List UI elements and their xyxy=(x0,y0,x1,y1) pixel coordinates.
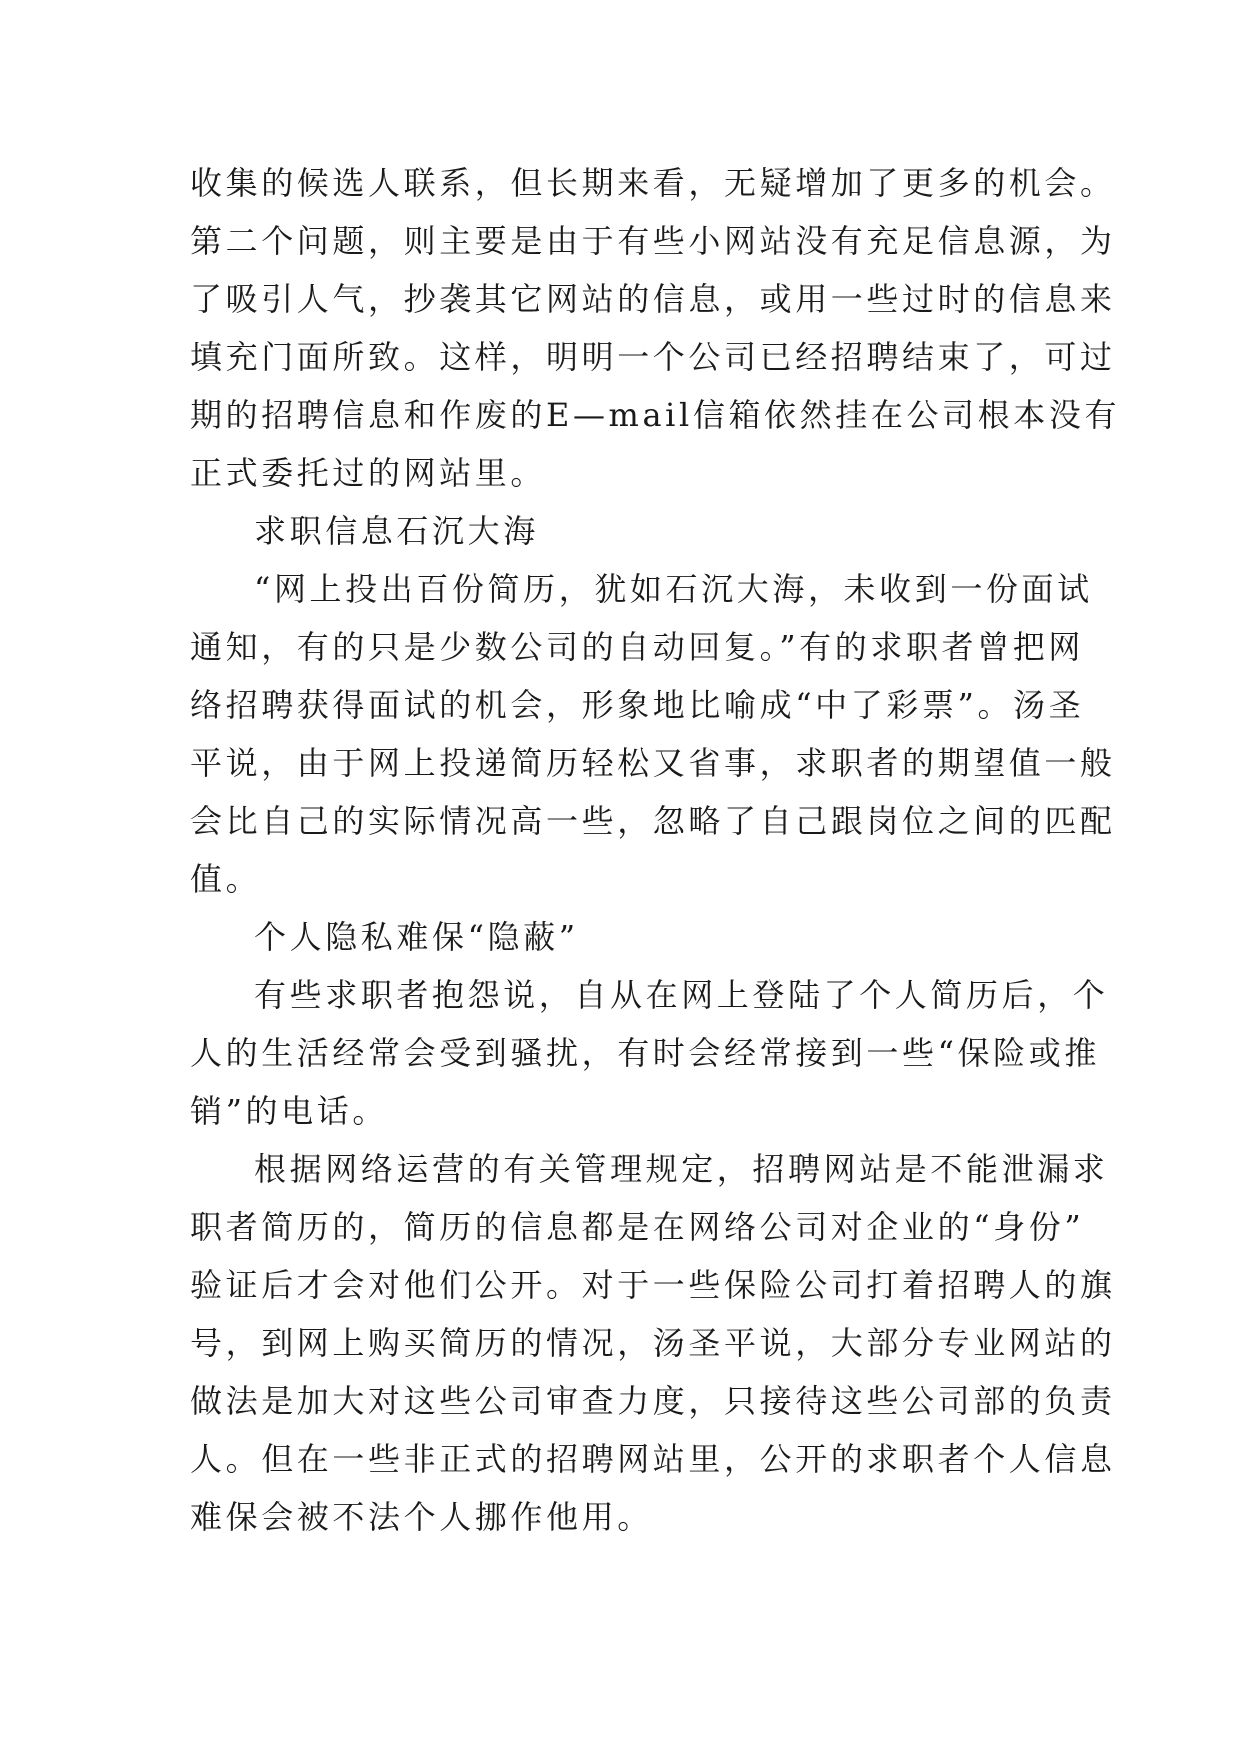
text-line: 验证后才会对他们公开。对于一些保险公司打着招聘人的旗 xyxy=(190,1266,1116,1304)
text-line: 难保会被不法个人挪作他用。 xyxy=(190,1498,653,1536)
section-heading: 求职信息石沉大海 xyxy=(254,512,539,550)
text-line: 号，到网上购买简历的情况，汤圣平说，大部分专业网站的 xyxy=(190,1324,1116,1362)
text-line: 人的生活经常会受到骚扰，有时会经常接到一些“保险或推 xyxy=(190,1034,1100,1072)
text-line: 销”的电话。 xyxy=(190,1092,388,1130)
text-line: 络招聘获得面试的机会，形象地比喻成“中了彩票”。汤圣 xyxy=(190,686,1085,724)
text-line: 人。但在一些非正式的招聘网站里，公开的求职者个人信息 xyxy=(190,1440,1116,1478)
text-line: 平说，由于网上投递简历轻松又省事，求职者的期望值一般 xyxy=(190,744,1116,782)
document-body xyxy=(190,154,1121,1546)
text-line: 第二个问题，则主要是由于有些小网站没有充足信息源，为 xyxy=(190,222,1116,260)
text-line: 有些求职者抱怨说，自从在网上登陆了个人简历后，个 xyxy=(254,976,1109,1014)
text-line: 会比自己的实际情况高一些，忽略了自己跟岗位之间的匹配 xyxy=(190,802,1116,840)
text-line: 了吸引人气，抄袭其它网站的信息，或用一些过时的信息来 xyxy=(190,280,1116,318)
text-line: 根据网络运营的有关管理规定，招聘网站是不能泄漏求 xyxy=(254,1150,1109,1188)
section-heading: 个人隐私难保“隐蔽” xyxy=(254,918,579,956)
text-line: 填充门面所致。这样，明明一个公司已经招聘结束了，可过 xyxy=(190,338,1116,376)
text-line: 期的招聘信息和作废的E—mail信箱依然挂在公司根本没有 xyxy=(190,396,1121,434)
text-line: 职者简历的，简历的信息都是在网络公司对企业的“身份” xyxy=(190,1208,1085,1246)
text-line: 收集的候选人联系，但长期来看，无疑增加了更多的机会。 xyxy=(190,164,1116,202)
text-line: 值。 xyxy=(190,860,262,898)
text-line: 通知，有的只是少数公司的自动回复。”有的求职者曾把网 xyxy=(190,628,1084,666)
text-line: 正式委托过的网站里。 xyxy=(190,454,547,492)
text-line: 做法是加大对这些公司审查力度，只接待这些公司部的负责 xyxy=(190,1382,1116,1420)
text-line: “网上投出百份简历，犹如石沉大海，未收到一份面试 xyxy=(254,570,1093,608)
